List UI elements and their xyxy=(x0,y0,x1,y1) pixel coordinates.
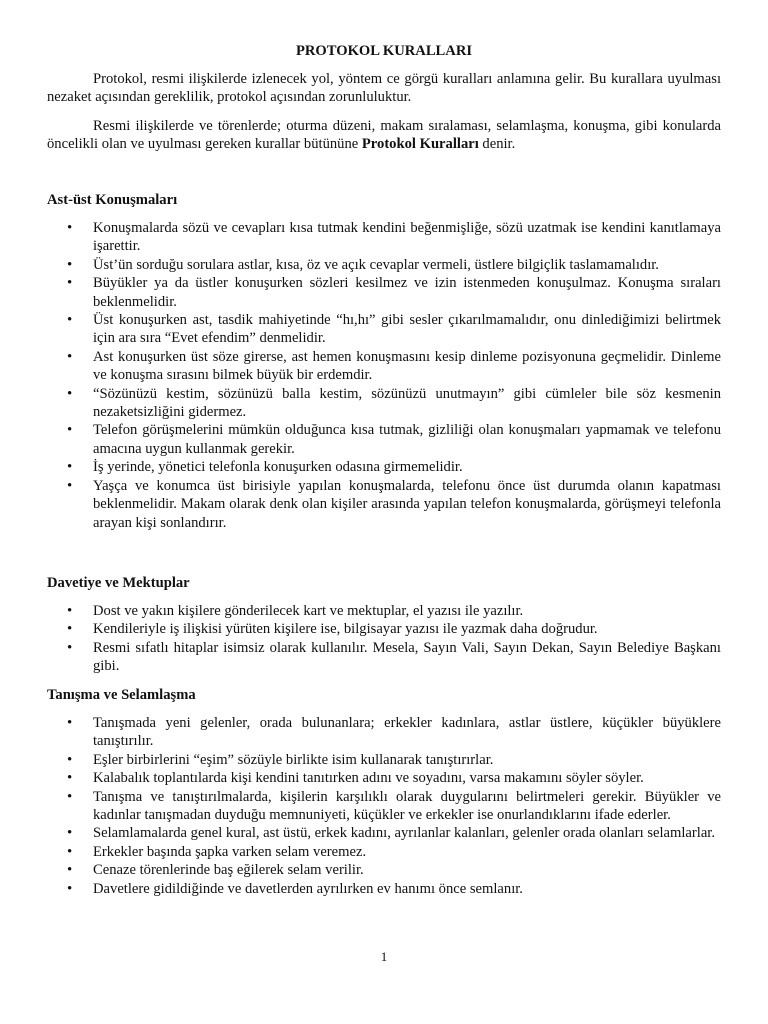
davetiye-list xyxy=(47,602,721,676)
intro-paragraph-1: Protokol, resmi ilişkilerde izlenecek yol, yöntem ce görgü kuralları anlamına gelir. Bu kurallara uyulması nezaket açısından gereklilik, protokol açısından zorunluluktur. xyxy=(47,71,721,106)
list-item: • Erkekler başında şapka varken selam veremez. xyxy=(47,843,721,861)
section-heading-davetiye: Davetiye ve Mektuplar xyxy=(47,575,190,591)
intro-paragraph-2 xyxy=(47,117,721,154)
list-item: • Tanışmada yeni gelenler, orada bulunanlara; erkekler kadınlara, astlar üstlere, küçükler büyüklere tanıştırılır. xyxy=(47,714,721,751)
document-title: PROTOKOL KURALLARI xyxy=(295,43,473,59)
page-number: 1 xyxy=(380,949,388,964)
ast-ust-list xyxy=(47,219,721,532)
section-heading-ast-ust: Ast-üst Konuşmaları xyxy=(47,192,178,208)
list-item: • Büyükler ya da üstler konuşurken sözleri kesilmez ve izin istenmeden konuşulmaz. Konuşma sıraları beklenmelidir. xyxy=(47,274,721,311)
intro-paragraph-2-bold-term: Protokol Kuralları xyxy=(361,136,479,153)
list-item: • Eşler birbirlerini “eşim” sözüyle birlikte isim kullanarak tanıştırırlar. xyxy=(47,751,721,769)
list-item: • Üst’ün sorduğu sorulara astlar, kısa, öz ve açık cevaplar vermeli, üstlere bilgiçlik taslamamalıdır. xyxy=(47,256,721,274)
tanisma-list xyxy=(47,714,721,898)
list-item: • Telefon görüşmelerini mümkün olduğunca kısa tutmak, gizliliği olan konuşmaları yapmamak ve telefonu amacına uygun kullanmak gerekir. xyxy=(47,421,721,458)
list-item: • Cenaze törenlerinde baş eğilerek selam verilir. xyxy=(47,861,721,879)
list-item: • Üst konuşurken ast, tasdik mahiyetinde “hı,hı” gibi sesler çıkarılmamalıdır, onu dinlediğimizi belirtmek için ara sıra “Evet efendim” denmelidir. xyxy=(47,311,721,348)
list-item: • Selamlamalarda genel kural, ast üstü, erkek kadını, ayrılanlar kalanları, gelenler orada olanları selamlarlar. xyxy=(47,824,721,842)
section-heading-tanisma: Tanışma ve Selamlaşma xyxy=(47,687,196,703)
list-item: • Ast konuşurken üst söze girerse, ast hemen konuşmasını kesip dinleme pozisyonuna geçmelidir. Dinleme ve konuşma sırasını bilmek büyük bir erdemdir. xyxy=(47,348,721,385)
list-item: • Kalabalık toplantılarda kişi kendini tanıtırken adını ve soyadını, varsa makamını söyler söyler. xyxy=(47,769,721,787)
intro-paragraph-2-text: Resmi ilişkilerde ve törenlerde; oturma düzeni, makam sıralaması, selamlaşma, konuşma, gibi konularda öncelikli olan ve uyulması gereken kurallar bütününe xyxy=(47,118,721,153)
list-item: • Kendileriyle iş ilişkisi yürüten kişilere ise, bilgisayar yazısı ile yazmak daha doğrudur. xyxy=(47,620,721,638)
list-item: • Davetlere gidildiğinde ve davetlerden ayrılırken ev hanımı önce semlanır. xyxy=(47,880,721,898)
list-item: • Tanışma ve tanıştırılmalarda, kişilerin karşılıklı olarak duygularını belirtmeleri gerekir. Büyükler ve kadınlar tanışmadan duyduğu memnuniyeti, küçükler ve erkekler ise onurlandıklarını ifade ederler. xyxy=(47,788,721,825)
list-item: • “Sözünüzü kestim, sözünüzü balla kestim, sözünüzü unutmayın” gibi cümleler bile söz kesmenin nezaketsizliğini gidermez. xyxy=(47,385,721,422)
list-item: • İş yerinde, yönetici telefonla konuşurken odasına girmemelidir. xyxy=(47,458,721,476)
list-item: • Resmi sıfatlı hitaplar isimsiz olarak kullanılır. Mesela, Sayın Vali, Sayın Dekan, Sayın Belediye Başkanı gibi. xyxy=(47,639,721,676)
intro-paragraph-2-end: denir. xyxy=(478,136,516,153)
list-item: • Yaşça ve konumca üst birisiyle yapılan konuşmalarda, telefonu önce üst durumda olanın kapatması beklenmelidir. Makam olarak denk olan kişiler arasında yapılan telefon konuşmalarda, görüşmeyi telefonla arayan kişi sonlandırır. xyxy=(47,477,721,532)
document-page xyxy=(47,0,721,1024)
list-item: • Dost ve yakın kişilere gönderilecek kart ve mektuplar, el yazısı ile yazılır. xyxy=(47,602,721,620)
list-item: • Konuşmalarda sözü ve cevapları kısa tutmak kendini beğenmişliğe, sözü uzatmak ise kendini kanıtlamaya işarettir. xyxy=(47,219,721,256)
